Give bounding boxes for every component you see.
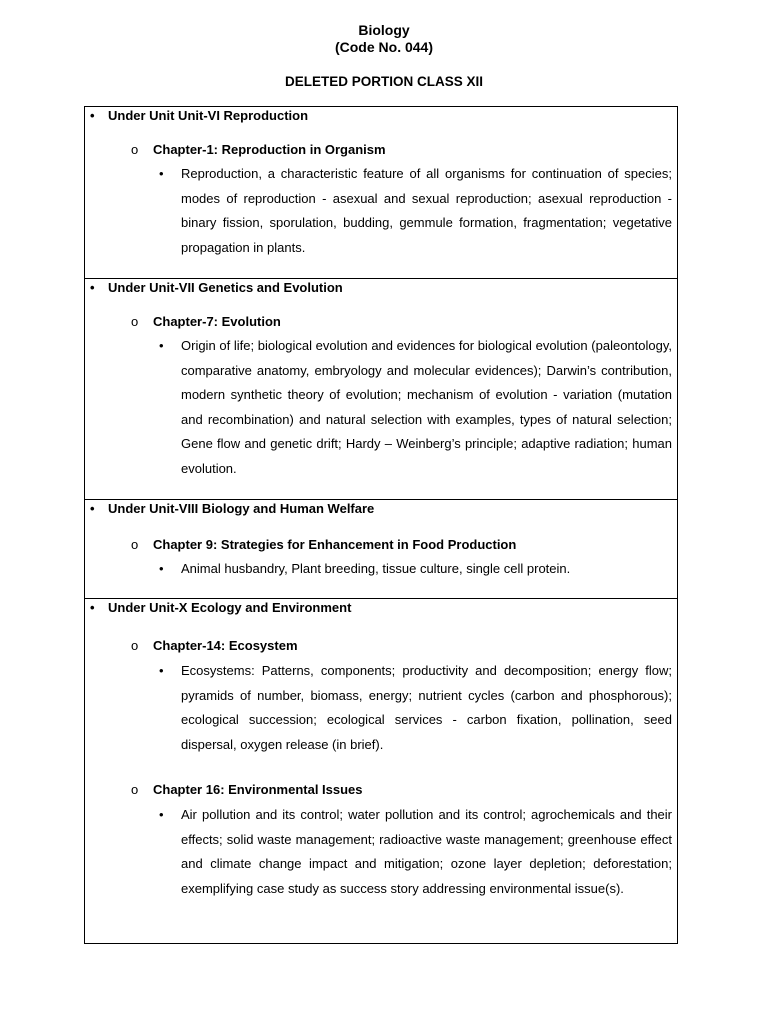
chapter-title: Chapter-7: Evolution — [153, 314, 281, 329]
unit-title: Under Unit Unit-VI Reproduction — [108, 108, 309, 123]
bullet-icon: • — [159, 561, 164, 576]
bullet-icon: • — [159, 166, 164, 181]
circle-bullet-icon: o — [131, 142, 139, 157]
circle-bullet-icon: o — [131, 638, 139, 653]
table-row — [85, 500, 677, 599]
unit-title: Under Unit-VII Genetics and Evolution — [108, 280, 343, 295]
bullet-icon: • — [90, 108, 95, 123]
table-row — [85, 599, 677, 943]
document-subtitle: DELETED PORTION CLASS XII — [284, 74, 484, 89]
document-title: Biology — [358, 22, 410, 38]
chapter-title: Chapter 9: Strategies for Enhancement in Food Production — [153, 537, 517, 552]
bullet-icon: • — [159, 807, 164, 822]
chapter-title: Chapter 16: Environmental Issues — [153, 782, 363, 797]
subject-code: (Code No. 044) — [334, 39, 433, 55]
unit-title: Under Unit-VIII Biology and Human Welfare — [108, 501, 375, 516]
circle-bullet-icon: o — [131, 537, 139, 552]
bullet-icon: • — [90, 600, 95, 615]
bullet-icon: • — [159, 663, 164, 678]
chapter-content: Origin of life; biological evolution and evidences for biological evolution (paleontology, comparative anatomy, embryology and molecular evidences); Darwin’s contribution, modern synthetic theory of evolution; mechanism of evolution - variation (mutation and recombination) and natural selection with examples, types of natural selection; Gene flow and genetic drift; Hardy – Weinberg’s principle; adaptive radiation; human evolution. — [181, 338, 672, 476]
chapter-content: Ecosystems: Patterns, components; productivity and decomposition; energy flow; pyramids of number, biomass, energy; nutrient cycles (carbon and phosphorous); ecological succession; ecological services - carbon fixation, pollination, seed dispersal, oxygen release (in brief). — [181, 663, 672, 752]
unit-title: Under Unit-X Ecology and Environment — [108, 600, 352, 615]
chapter-content: Animal husbandry, Plant breeding, tissue culture, single cell protein. — [181, 561, 571, 576]
chapter-title: Chapter-1: Reproduction in Organism — [153, 142, 386, 157]
chapter-content: Reproduction, a characteristic feature of all organisms for continuation of species; modes of reproduction - asexual and sexual reproduction; asexual reproduction - binary fission, sporulation, budding, gemmule formation, fragmentation; vegetative propagation in plants. — [181, 166, 672, 255]
chapter-content: Air pollution and its control; water pollution and its control; agrochemicals and their effects; solid waste management; radioactive waste management; greenhouse effect and climate change impact and mitigation; ozone layer depletion; deforestation; exemplifying case study as success story addressing environmental issue(s). — [181, 807, 672, 896]
bullet-icon: • — [159, 338, 164, 353]
bullet-icon: • — [90, 501, 95, 516]
circle-bullet-icon: o — [131, 782, 139, 797]
deleted-portion-table — [84, 106, 678, 944]
table-row — [85, 107, 677, 279]
chapter-title: Chapter-14: Ecosystem — [153, 638, 298, 653]
table-row — [85, 279, 677, 500]
circle-bullet-icon: o — [131, 314, 139, 329]
bullet-icon: • — [90, 280, 95, 295]
